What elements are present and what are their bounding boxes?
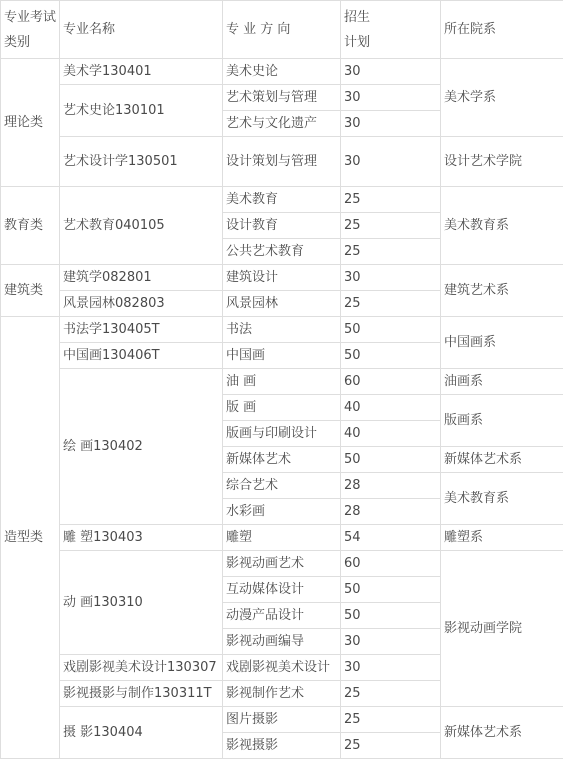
major-cell: 风景园林082803	[60, 291, 223, 317]
plan-cell: 25	[341, 733, 441, 759]
direction-cell: 公共艺术教育	[223, 239, 341, 265]
plan-cell: 25	[341, 707, 441, 733]
direction-cell: 设计教育	[223, 213, 341, 239]
plan-cell: 50	[341, 603, 441, 629]
header-direction: 专 业 方 向	[223, 1, 341, 59]
plan-cell: 28	[341, 473, 441, 499]
direction-cell: 书法	[223, 317, 341, 343]
department-cell: 新媒体艺术系	[441, 447, 563, 473]
direction-cell: 戏剧影视美术设计	[223, 655, 341, 681]
direction-cell: 影视制作艺术	[223, 681, 341, 707]
plan-cell: 54	[341, 525, 441, 551]
direction-cell: 油 画	[223, 369, 341, 395]
department-cell: 美术学系	[441, 59, 563, 137]
direction-cell: 互动媒体设计	[223, 577, 341, 603]
direction-cell: 艺术与文化遗产	[223, 111, 341, 137]
plan-cell: 30	[341, 111, 441, 137]
direction-cell: 图片摄影	[223, 707, 341, 733]
plan-cell: 50	[341, 343, 441, 369]
category-cell: 理论类	[1, 59, 60, 187]
table-row	[1, 317, 563, 343]
direction-cell: 美术教育	[223, 187, 341, 213]
plan-cell: 30	[341, 59, 441, 85]
table-row	[1, 137, 563, 187]
major-cell: 建筑学082801	[60, 265, 223, 291]
direction-cell: 影视动画艺术	[223, 551, 341, 577]
header-major: 专业名称	[60, 1, 223, 59]
plan-cell: 60	[341, 551, 441, 577]
direction-cell: 版画与印刷设计	[223, 421, 341, 447]
table-row	[1, 59, 563, 85]
plan-cell: 25	[341, 213, 441, 239]
direction-cell: 雕塑	[223, 525, 341, 551]
plan-cell: 30	[341, 655, 441, 681]
plan-cell: 60	[341, 369, 441, 395]
plan-cell: 25	[341, 187, 441, 213]
direction-cell: 版 画	[223, 395, 341, 421]
direction-cell: 影视动画编导	[223, 629, 341, 655]
plan-cell: 30	[341, 137, 441, 187]
header-plan	[341, 1, 441, 59]
department-cell: 油画系	[441, 369, 563, 395]
category-cell: 教育类	[1, 187, 60, 265]
direction-cell: 影视摄影	[223, 733, 341, 759]
plan-cell: 25	[341, 291, 441, 317]
header-category: 专业考试类别	[1, 1, 60, 59]
header-plan-text: 招生计划	[344, 9, 371, 50]
department-cell: 中国画系	[441, 317, 563, 369]
plan-cell: 30	[341, 85, 441, 111]
table-row	[1, 187, 563, 213]
direction-cell: 美术史论	[223, 59, 341, 85]
plan-cell: 28	[341, 499, 441, 525]
table-row	[1, 525, 563, 551]
department-cell: 新媒体艺术系	[441, 707, 563, 759]
department-cell: 美术教育系	[441, 187, 563, 265]
major-cell: 美术学130401	[60, 59, 223, 85]
major-cell: 动 画130310	[60, 551, 223, 655]
department-text: 设计艺术学院	[444, 154, 523, 169]
plan-cell: 50	[341, 317, 441, 343]
plan-cell: 30	[341, 629, 441, 655]
major-cell: 戏剧影视美术设计130307	[60, 655, 223, 681]
major-cell: 摄 影130404	[60, 707, 223, 759]
major-cell: 雕 塑130403	[60, 525, 223, 551]
direction-cell: 中国画	[223, 343, 341, 369]
category-cell: 建筑类	[1, 265, 60, 317]
plan-cell: 50	[341, 447, 441, 473]
direction-cell: 水彩画	[223, 499, 341, 525]
major-cell: 艺术设计学130501	[60, 137, 223, 187]
header-department: 所在院系	[441, 1, 563, 59]
plan-cell: 50	[341, 577, 441, 603]
major-cell: 艺术教育040105	[60, 187, 223, 265]
direction-cell: 动漫产品设计	[223, 603, 341, 629]
major-cell: 绘 画130402	[60, 369, 223, 525]
department-cell: 雕塑系	[441, 525, 563, 551]
department-cell: 建筑艺术系	[441, 265, 563, 317]
table-row	[1, 265, 563, 291]
direction-cell: 综合艺术	[223, 473, 341, 499]
department-cell: 版画系	[441, 395, 563, 447]
direction-cell: 风景园林	[223, 291, 341, 317]
plan-cell: 40	[341, 421, 441, 447]
table-row	[1, 369, 563, 395]
plan-cell: 30	[341, 265, 441, 291]
major-cell: 中国画130406T	[60, 343, 223, 369]
direction-cell: 建筑设计	[223, 265, 341, 291]
department-cell	[441, 137, 563, 187]
direction-cell: 设计策划与管理	[223, 137, 341, 187]
major-cell: 书法学130405T	[60, 317, 223, 343]
plan-cell: 25	[341, 239, 441, 265]
department-cell: 美术教育系	[441, 473, 563, 525]
plan-cell: 25	[341, 681, 441, 707]
major-cell: 影视摄影与制作130311T	[60, 681, 223, 707]
table-row	[1, 707, 563, 733]
department-cell: 影视动画学院	[441, 551, 563, 707]
category-cell: 造型类	[1, 317, 60, 759]
direction-cell: 新媒体艺术	[223, 447, 341, 473]
plan-cell: 40	[341, 395, 441, 421]
table-header-row	[1, 1, 563, 59]
direction-cell: 艺术策划与管理	[223, 85, 341, 111]
major-cell: 艺术史论130101	[60, 85, 223, 137]
table-row	[1, 551, 563, 577]
